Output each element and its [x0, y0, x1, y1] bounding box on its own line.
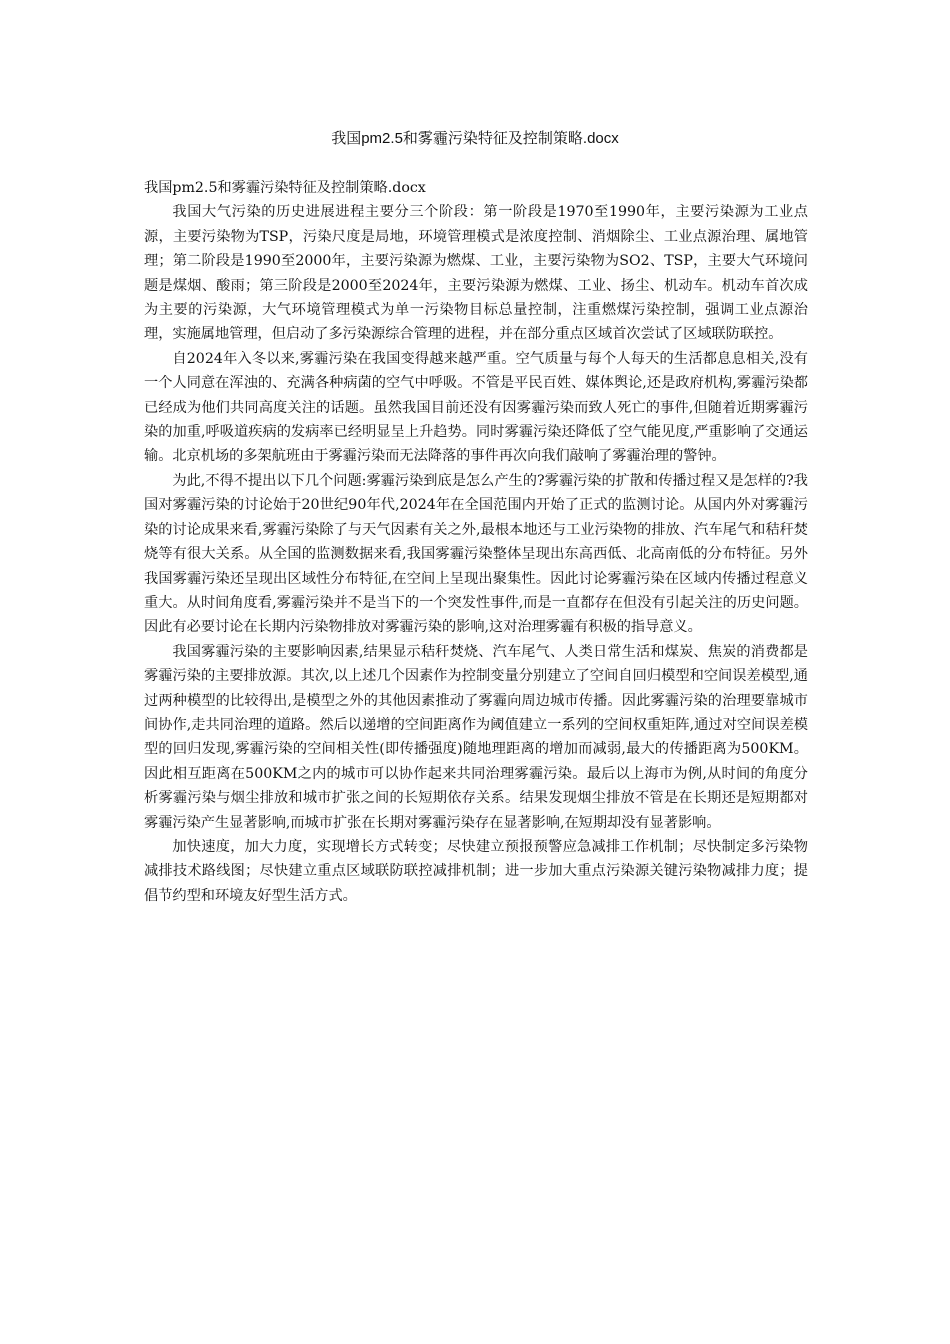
document-body — [144, 176, 808, 908]
document-title: 我国pm2.5和雾霾污染特征及控制策略.docx — [331, 130, 619, 147]
paragraph-history: 我国大气污染的历史进展进程主要分三个阶段：第一阶段是1970至1990年，主要污染源为工业点源，主要污染物为TSP，污染尺度是局地，环境管理模式是浓度控制、消烟除尘、工业点源治理、属地管理；第二阶段是1990至2000年，主要污染源为燃煤、工业，主要污染物为SO2、TSP，主要大气环境问题是煤烟、酸雨；第三阶段是2000至2024年，主要污染源为燃煤、工业、扬尘、机动车。机动车首次成为主要的污染源，大气环境管理模式为单一污染物目标总量控制，注重燃煤污染控制，强调工业点源治理，实施属地管理，但启动了多污染源综合管理的进程，并在部分重点区域首次尝试了区域联防联控。 — [144, 204, 808, 343]
paragraph-questions: 为此,不得不提出以下几个问题:雾霾污染到底是怎么产生的?雾霾污染的扩散和传播过程又是怎样的?我国对雾霾污染的讨论始于20世纪90年代,2024年在全国范围内开始了正式的监测讨论。从国内外对雾霾污染的讨论成果来看,雾霾污染除了与天气因素有关之外,最根本地还与工业污染物的排放、汽车尾气和秸秆焚烧等有很大关系。从全国的监测数据来看,我国雾霾污染整体呈现出东高西低、北高南低的分布特征。另外我国雾霾污染还呈现出区域性分布特征,在空间上呈现出聚集性。因此讨论雾霾污染在区域内传播过程意义重大。从时间角度看,雾霾污染并不是当下的一个突发性事件,而是一直都存在但没有引起关注的历史问题。因此有必要讨论在长期内污染物排放对雾霾污染的影响,这对治理雾霾有积极的指导意义。 — [144, 472, 808, 636]
paragraph-factors: 我国雾霾污染的主要影响因素,结果显示秸秆焚烧、汽车尾气、人类日常生活和煤炭、焦炭的消费都是雾霾污染的主要排放源。其次,以上述几个因素作为控制变量分别建立了空间自回归模型和空间误差模型,通过两种模型的比较得出,是模型之外的其他因素推动了雾霾向周边城市传播。因此雾霾污染的治理要靠城市间协作,走共同治理的道路。然后以递增的空间距离作为阈值建立一系列的空间权重矩阵,通过对空间误差模型的回归发现,雾霾污染的空间相关性(即传播强度)随地理距离的增加而减弱,最大的传播距离为500KM。因此相互距离在500KM之内的城市可以协作起来共同治理雾霾污染。最后以上海市为例,从时间的角度分析雾霾污染与烟尘排放和城市扩张之间的长短期依存关系。结果发现烟尘排放不管是在长期还是短期都对雾霾污染产生显著影响,而城市扩张在长期对雾霾污染存在显著影响,在短期却没有显著影响。 — [144, 643, 808, 831]
paragraph-measures: 加快速度，加大力度，实现增长方式转变；尽快建立预报预警应急减排工作机制；尽快制定多污染物减排技术路线图；尽快建立重点区域联防联控减排机制；进一步加大重点污染源关键污染物减排力度；提倡节约型和环境友好型生活方式。 — [144, 838, 808, 904]
paragraph-winter-2024: 自2024年入冬以来,雾霾污染在我国变得越来越严重。空气质量与每个人每天的生活都息息相关,没有一个人同意在浑浊的、充满各种病菌的空气中呼吸。不管是平民百姓、媒体舆论,还是政府机构,雾霾污染都已经成为他们共同高度关注的话题。虽然我国目前还没有因雾霾污染而致人死亡的事件,但随着近期雾霾污染的加重,呼吸道疾病的发病率已经明显呈上升趋势。同时雾霾污染还降低了空气能见度,严重影响了交通运输。北京机场的多架航班由于雾霾污染而无法降落的事件再次向我们敲响了雾霾治理的警钟。 — [144, 350, 808, 465]
document-subtitle: 我国pm2.5和雾霾污染特征及控制策略.docx — [144, 180, 426, 196]
